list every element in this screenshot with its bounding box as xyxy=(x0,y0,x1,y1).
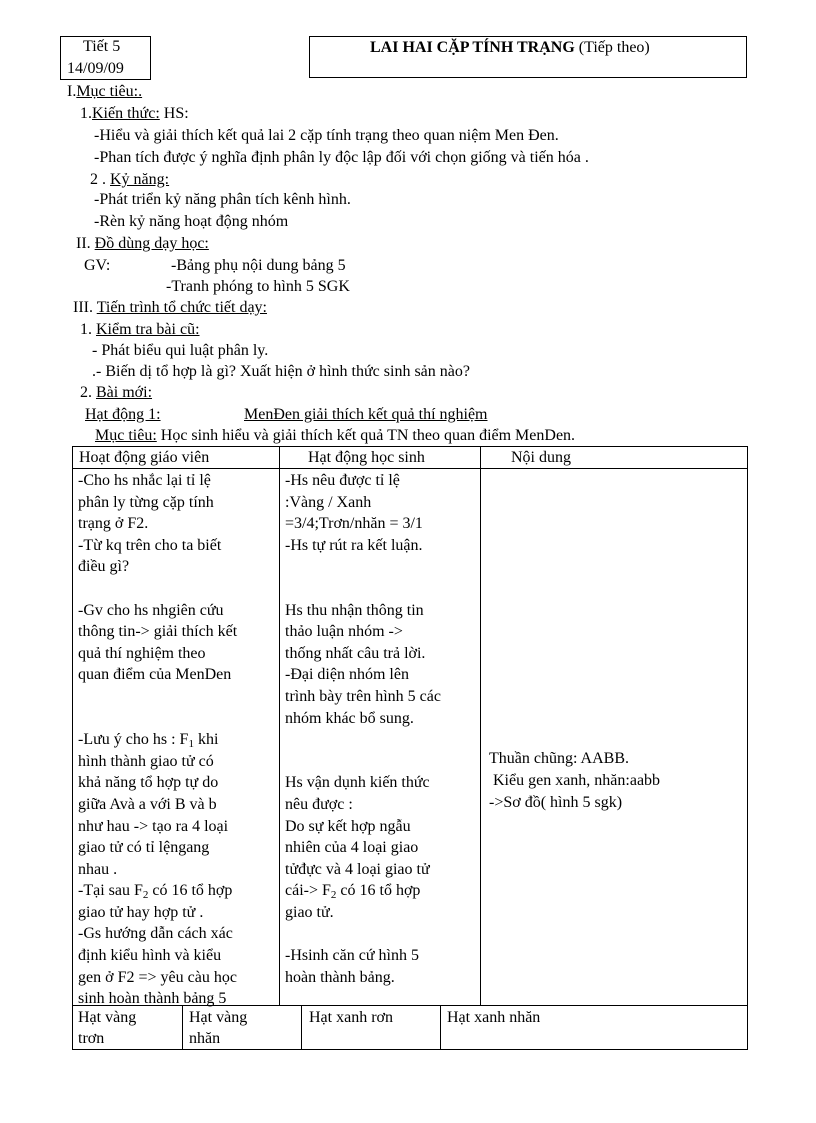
section-1-title: Mục tiêu:. xyxy=(76,83,143,100)
skill-item: -Phát triển kỷ năng phân tích kênh hình. xyxy=(94,191,351,208)
student-line: Do sự kết hợp ngẫu xyxy=(285,817,411,835)
period-label: Tiết 5 xyxy=(83,38,121,55)
activity-title: MenĐen giải thích kết quả thí nghiệm xyxy=(244,406,488,423)
teacher-line: giữa Avà a với B và b xyxy=(78,795,217,813)
teacher-line: nhau . xyxy=(78,860,118,878)
period-box xyxy=(60,36,151,80)
teacher-line: -Gs hướng dẫn cách xác xyxy=(78,925,233,943)
section-3-2-heading xyxy=(80,383,152,403)
result-cell-green-wrinkled: Hạt xanh nhăn xyxy=(440,1005,748,1050)
section-1-heading xyxy=(67,82,142,102)
section-3-1-title: Kiểm tra bài cũ: xyxy=(96,321,200,338)
student-line: trình bày trên hình 5 các xyxy=(285,687,441,705)
section-1-1-tail: HS: xyxy=(163,105,189,122)
content-column xyxy=(480,468,748,1006)
content-line: Thuần chũng: AABB. xyxy=(489,750,629,767)
teacher-line: -Gv cho hs nhgiên cứu xyxy=(78,601,224,619)
result-cell-yellow-wrinkled: Hạt vàng nhăn xyxy=(182,1005,302,1050)
section-3-1-number: 1. xyxy=(80,321,92,338)
result-cell-green-smooth: Hạt xanh rơn xyxy=(301,1005,441,1050)
teacher-line: hình thành giao tử có xyxy=(78,752,214,770)
section-2-title: Đồ dùng dạy học: xyxy=(94,235,209,252)
student-line: -Hs nêu được tỉ lệ xyxy=(285,472,400,489)
teacher-column xyxy=(72,468,280,1006)
student-line: -Hs tự rút ra kết luận. xyxy=(285,536,423,554)
section-1-number: I. xyxy=(67,83,77,100)
section-1-1-number: 1. xyxy=(80,105,92,122)
section-1-2-number: 2 . xyxy=(90,171,106,188)
table-header-student xyxy=(279,446,481,469)
teacher-line: phân ly từng cặp tính xyxy=(78,493,214,511)
content-line: ->Sơ đồ( hình 5 sgk) xyxy=(489,794,623,811)
section-3-number: III. xyxy=(73,299,93,316)
teacher-line: -Từ kq trên cho ta biết xyxy=(78,536,222,554)
student-line: =3/4;Trơn/nhăn = 3/1 xyxy=(285,515,423,533)
objective-text: Học sinh hiểu và giải thích kết quả TN theo quan điểm MenDen. xyxy=(160,427,576,444)
student-line: cái-> $F_2$ có 16 tổ hợp xyxy=(285,882,421,902)
student-line: tửđực và 4 loại giao tử xyxy=(285,860,430,878)
student-line: Hs vận dụnh kiến thức xyxy=(285,774,430,792)
section-2-number: II. xyxy=(76,235,91,252)
student-line: Hs thu nhận thông tin xyxy=(285,601,424,619)
student-line: hoàn thành bảng. xyxy=(285,968,395,986)
teacher-line: -Lưu ý cho hs : $F_1$ khi xyxy=(78,731,219,751)
header-label: Hoạt động giáo viên xyxy=(79,449,210,466)
student-line: nêu được : xyxy=(285,795,353,813)
teacher-line: -Tại sau $F_2$ có 16 tổ hợp xyxy=(78,882,233,902)
teacher-line: giao tử hay hợp tử . xyxy=(78,903,204,921)
section-1-1-title: Kiến thức: xyxy=(92,105,160,122)
header-label: Nội dung xyxy=(511,449,571,466)
section-3-2-number: 2. xyxy=(80,384,92,401)
teacher-line: quả thí nghiệm theo xyxy=(78,644,206,662)
teacher-line: khả năng tổ hợp tự do xyxy=(78,774,219,792)
title-note: (Tiếp theo) xyxy=(578,39,650,56)
teacher-line: trạng ở F2. xyxy=(78,515,149,533)
knowledge-item: -Phan tích được ý nghĩa định phân ly độc lập đối với chọn giống và tiến hóa . xyxy=(94,149,589,166)
section-3-title: Tiến trình tổ chức tiết dạy: xyxy=(96,299,267,316)
section-3-2-title: Bài mới: xyxy=(96,384,153,401)
activity-label: Hạt động 1: xyxy=(85,406,161,423)
section-1-2-heading xyxy=(90,170,169,190)
gv-label: GV: xyxy=(84,257,111,274)
teacher-line: như hau -> tạo ra 4 loại xyxy=(78,817,229,835)
skill-item: -Rèn kỷ năng hoạt động nhóm xyxy=(94,213,289,230)
section-3-1-heading xyxy=(80,320,200,340)
material-item: -Bảng phụ nội dung bảng 5 xyxy=(171,257,346,274)
teacher-line: -Cho hs nhắc lại tỉ lệ xyxy=(78,472,211,489)
section-3-heading xyxy=(73,298,267,318)
teacher-line: định kiểu hình và kiểu xyxy=(78,947,222,965)
title-box xyxy=(309,36,747,78)
table-header-teacher xyxy=(72,446,280,469)
content-line: Kiểu gen xanh, nhăn:aabb xyxy=(489,772,661,789)
review-item: - Phát biểu qui luật phân ly. xyxy=(92,342,269,359)
knowledge-item: -Hiểu và giải thích kết quả lai 2 cặp tính trạng theo quan niệm Men Đen. xyxy=(94,127,559,144)
teacher-line: giao tử có tỉ lệngang xyxy=(78,839,210,857)
teacher-line: thông tin-> giải thích kết xyxy=(78,623,238,641)
header-label: Hạt động học sinh xyxy=(308,449,425,466)
result-cell-yellow-smooth: Hạt vàng trơn xyxy=(72,1005,183,1050)
student-line: nhóm khác bổ sung. xyxy=(285,709,414,727)
review-item: .- Biến dị tổ hợp là gì? Xuất hiện ở hình thức sinh sản nào? xyxy=(92,363,470,380)
student-column xyxy=(279,468,481,1006)
student-line: :Vàng / Xanh xyxy=(285,493,372,511)
section-1-2-title: Kỷ năng: xyxy=(110,171,170,188)
date-label: 14/09/09 xyxy=(67,60,124,77)
section-1-1-heading xyxy=(80,104,189,124)
teacher-line: điều gì? xyxy=(78,558,130,576)
student-line: -Hsinh căn cứ hình 5 xyxy=(285,947,419,965)
table-header-content xyxy=(480,446,748,469)
objective-label: Mục tiêu: xyxy=(95,427,157,444)
teacher-line: gen ở F2 => yêu càu học xyxy=(78,968,237,986)
student-line: thảo luận nhóm -> xyxy=(285,623,403,641)
material-item: -Tranh phóng to hình 5 SGK xyxy=(166,278,350,295)
page-title xyxy=(370,38,650,58)
student-line: nhiên của 4 loại giao xyxy=(285,839,419,857)
section-2-heading xyxy=(76,234,209,254)
student-line: giao tử. xyxy=(285,903,334,921)
title-bold: LAI HAI CẶP TÍNH TRẠNG xyxy=(370,39,575,56)
teacher-line: quan điểm của MenDen xyxy=(78,666,232,684)
student-line: -Đại diện nhóm lên xyxy=(285,666,409,684)
objective-line xyxy=(95,426,575,446)
teacher-line: sinh hoàn thành bảng 5 xyxy=(78,990,227,1008)
student-line: thống nhất câu trả lời. xyxy=(285,644,426,662)
